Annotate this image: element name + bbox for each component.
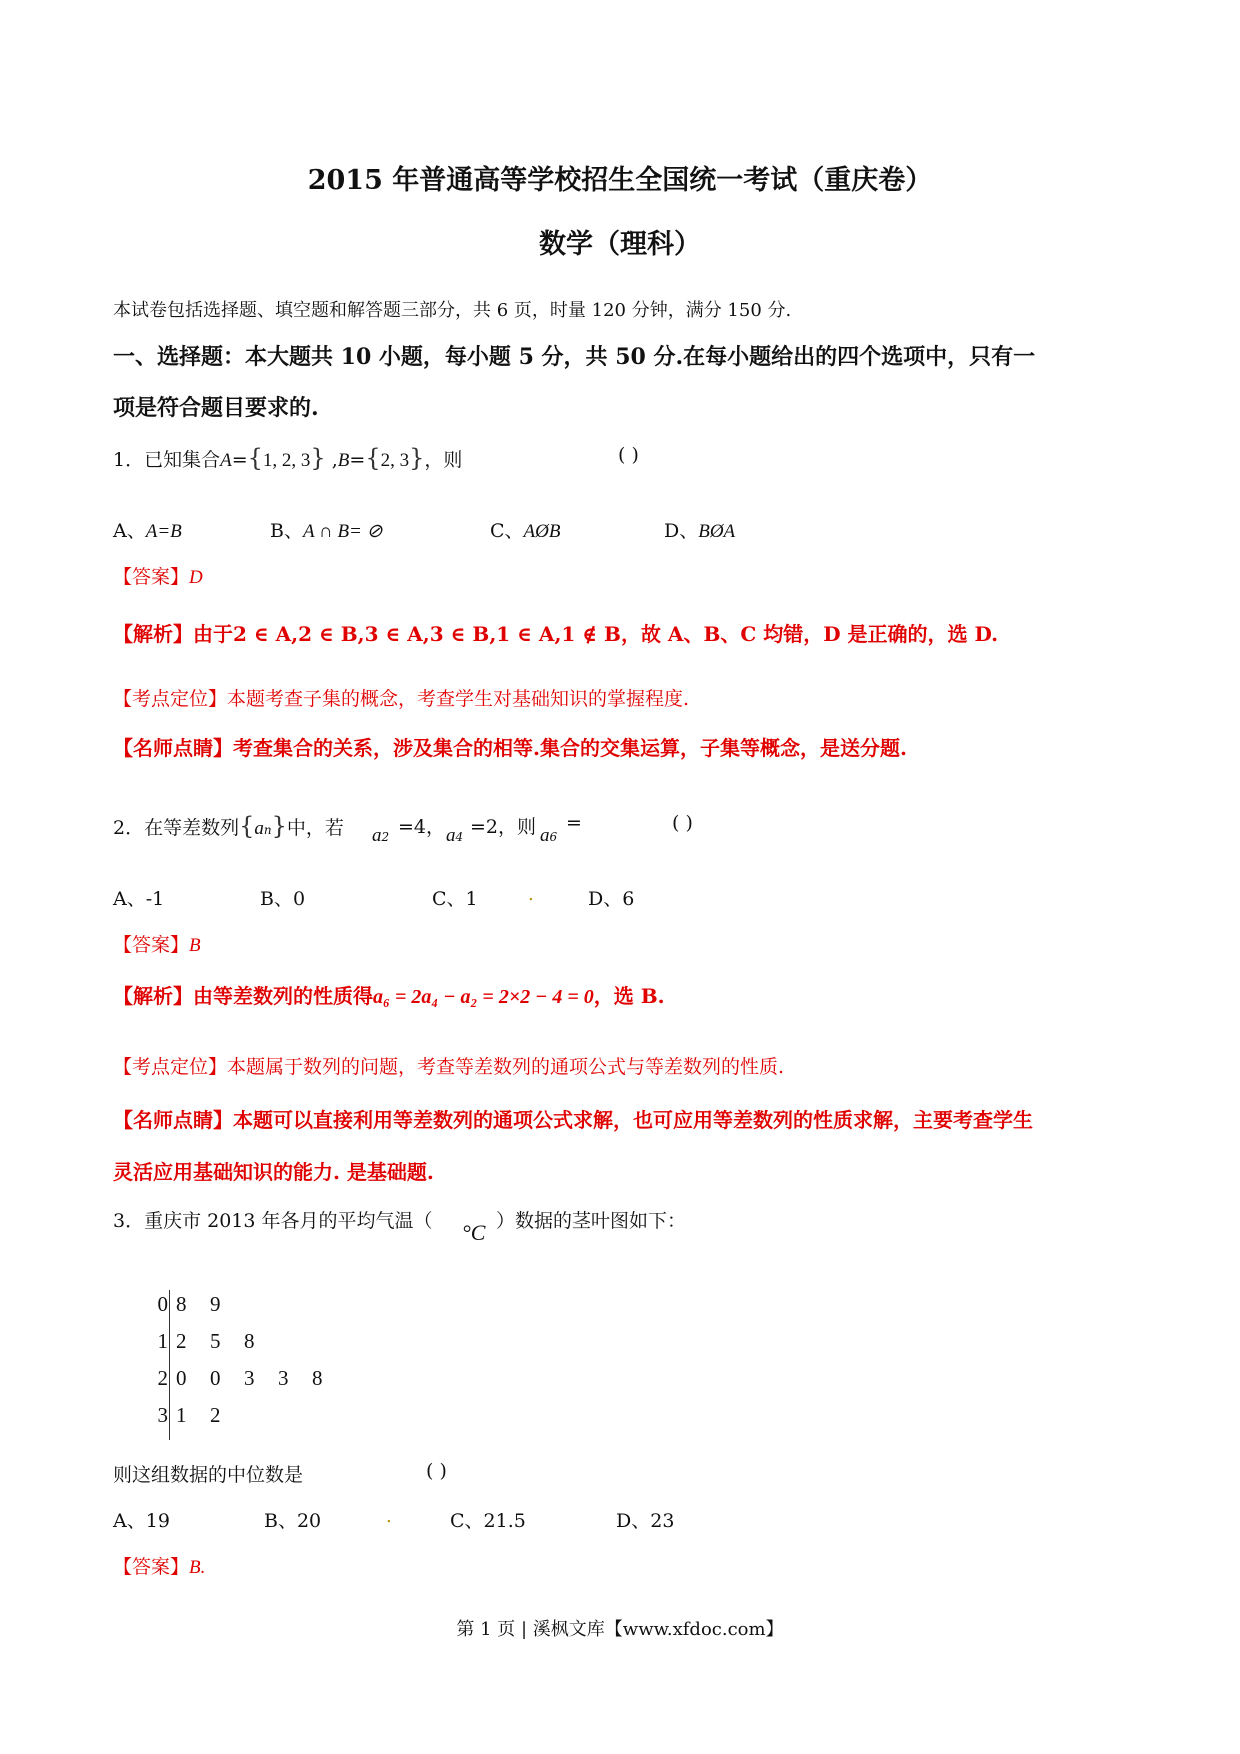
q1-analysis [113,618,998,647]
stem-value: 2 [157,1366,168,1390]
answer-value: B [189,935,201,956]
option-text: 0 [292,888,306,910]
q2-option-c [432,884,478,911]
q2-a2-value: =4， [398,816,446,838]
exam-intro: 本试卷包括选择题、填空题和解答题三部分，共 6 页，时量 120 分钟，满分 150 分. [113,300,792,321]
question-1: 1．已知集合A={1, 2, 3} ,B={2, 3}，则 [113,444,463,472]
leaf-value: 8 [312,1366,323,1390]
q2-answer [113,930,201,957]
teacher-note-label: 【名师点睛】 [113,736,233,760]
analysis-label: 【解析】 [113,622,193,646]
q1-answer-blank: ( ) [618,444,639,466]
q2-seq: a [254,818,264,839]
q2-analysis [113,980,665,1009]
leaf-value: 3 [278,1366,289,1390]
option-label: D、 [616,1510,651,1532]
key-point-label: 【考点定位】 [113,1056,228,1078]
q2-a6-value: = [566,812,582,834]
answer-label: 【答案】 [113,566,190,588]
option-text: -1 [145,888,165,910]
q3-option-c [450,1506,526,1533]
q2-a2-sub: 2 [381,830,390,844]
q2-brace-close: } [271,812,287,840]
q1-setB-name: B [337,450,350,471]
q1-setA-brace-close: } [310,444,326,472]
q1-option-d [664,516,735,543]
q3-option-d [616,1506,674,1533]
leaf-value: 0 [176,1366,187,1390]
q2-teacher-note-line2: 灵活应用基础知识的能力. 是基础题. [113,1160,434,1184]
q2-answer-blank: ( ) [672,812,693,834]
option-label: D、 [664,520,699,542]
q2-prefix: 2．在等差数列 [113,817,240,839]
q3-unit: °C [462,1220,486,1245]
option-text: BØA [698,521,736,542]
q3-answer-blank: ( ) [426,1460,447,1482]
q2-option-a [113,884,164,911]
option-label: B、 [264,1510,297,1532]
q2-seq-sub: n [263,823,272,837]
q2-a2-var: a [372,825,382,846]
q3-prefix: 3．重庆市 2013 年各月的平均气温（ [113,1210,433,1232]
leaf-value: 8 [176,1292,187,1316]
option-text: 6 [622,888,635,910]
leaf-value: 5 [210,1329,221,1353]
q2-mid: 中，若 [286,817,344,839]
section-heading-line1: 一、选择题：本大题共 10 小题，每小题 5 分，共 50 分.在每小题给出的四个选项中，只有一 [113,344,1036,370]
option-text: AØB [523,521,561,542]
leaf-value: 3 [244,1366,255,1390]
option-text: A ∩ B= ⊘ [302,521,383,542]
q3-answer [113,1552,205,1579]
q1-option-a [113,516,182,543]
q2-key-point [113,1052,784,1079]
q3-option-a [113,1506,170,1533]
stem-divider [169,1290,170,1440]
q1-suffix: ，则 [424,449,463,471]
leaf-value: 2 [176,1329,187,1353]
page-subtitle: 数学（理科） [539,229,701,260]
option-text: 1 [465,888,478,910]
option-label: A、 [113,1510,146,1532]
q1-setB-brace-open: { [365,444,381,472]
stray-dot: . [386,1506,392,1527]
analysis-label: 【解析】 [113,984,193,1008]
q1-teacher-note [113,732,907,761]
analysis-formula: a₆ = 2a₄ − a₂ = 2×2 − 4 = 0 [373,986,594,1008]
q2-a4-var: a [446,825,456,846]
q2-a4 [446,824,463,847]
page-footer: 第 1 页 | 溪枫文库【www.xfdoc.com】 [456,1619,784,1640]
q1-setB-brace-close: } [409,444,425,472]
leaf-value: 2 [210,1403,221,1427]
leaf-value: 0 [210,1366,221,1390]
q3-option-b [264,1506,321,1533]
q1-setA-name: A [220,450,232,471]
q2-a6-var: a [540,825,550,846]
q2-option-b [260,884,305,911]
answer-value: D [189,567,203,588]
leaf-value: 8 [244,1329,255,1353]
key-point-label: 【考点定位】 [113,688,228,710]
option-label: C、 [490,520,524,542]
leaf-value: 9 [210,1292,221,1316]
question-3 [113,1206,433,1233]
teacher-note-text: 本题可以直接利用等差数列的通项公式求解，也可应用等差数列的性质求解，主要考查学生 [233,1108,1033,1132]
q2-a4-value: =2，则 [470,816,537,838]
option-text: A=B [145,521,182,542]
q1-setA-brace-open: { [247,444,263,472]
q1-option-b [270,516,383,543]
q1-answer [113,562,203,589]
stem-value: 0 [157,1292,168,1316]
analysis-text: 由于2 ∈ A,2 ∈ B,3 ∈ A,3 ∈ B,1 ∈ A,1 ∉ B，故 A、B、C 均错，D 是正确的，选 D. [193,622,999,646]
answer-label: 【答案】 [113,1556,190,1578]
option-label: B、 [260,888,293,910]
stem-value: 3 [157,1403,168,1427]
key-point-text: 本题属于数列的问题，考查等差数列的通项公式与等差数列的性质. [227,1056,785,1078]
q2-a6-sub: 6 [549,830,558,844]
option-text: 20 [296,1510,322,1532]
key-point-text: 本题考查子集的概念，考查学生对基础知识的掌握程度. [227,688,690,710]
question-2 [113,812,344,840]
q2-teacher-note [113,1104,1033,1133]
option-label: D、 [588,888,623,910]
q2-a6 [540,824,557,847]
q1-prefix: 1．已知集合 [113,449,221,471]
q1-setB-values: 2, 3 [380,450,410,471]
teacher-note-text: 考查集合的关系，涉及集合的相等.集合的交集运算，子集等概念，是送分题. [233,736,907,760]
q3-question: 则这组数据的中位数是 [113,1464,304,1486]
option-text: 23 [650,1510,675,1532]
stray-dot: . [528,884,534,905]
analysis-text: 由等差数列的性质得 [193,984,373,1008]
q2-brace-open: { [239,812,255,840]
option-label: B、 [270,520,303,542]
option-text: 19 [145,1510,170,1532]
option-label: C、 [432,888,466,910]
teacher-note-label: 【名师点睛】 [113,1108,233,1132]
q3-suffix: ）数据的茎叶图如下： [496,1210,687,1232]
q1-setA-values: 1, 2, 3 [262,450,311,471]
analysis-end: ，选 B. [593,984,665,1008]
q2-option-d [588,884,634,911]
page-title: 2015 年普通高等学校招生全国统一考试（重庆卷） [307,165,933,196]
leaf-value: 1 [176,1403,187,1427]
stem-value: 1 [157,1329,168,1353]
option-label: C、 [450,1510,484,1532]
q2-a4-sub: 4 [455,830,464,844]
section-heading-line2: 项是符合题目要求的. [113,395,319,421]
q2-a2 [372,824,389,847]
answer-label: 【答案】 [113,934,190,956]
answer-value: B. [189,1557,206,1578]
option-label: A、 [113,520,146,542]
q1-key-point [113,684,689,711]
q1-option-c [490,516,560,543]
option-label: A、 [113,888,146,910]
option-text: 21.5 [483,1510,526,1532]
